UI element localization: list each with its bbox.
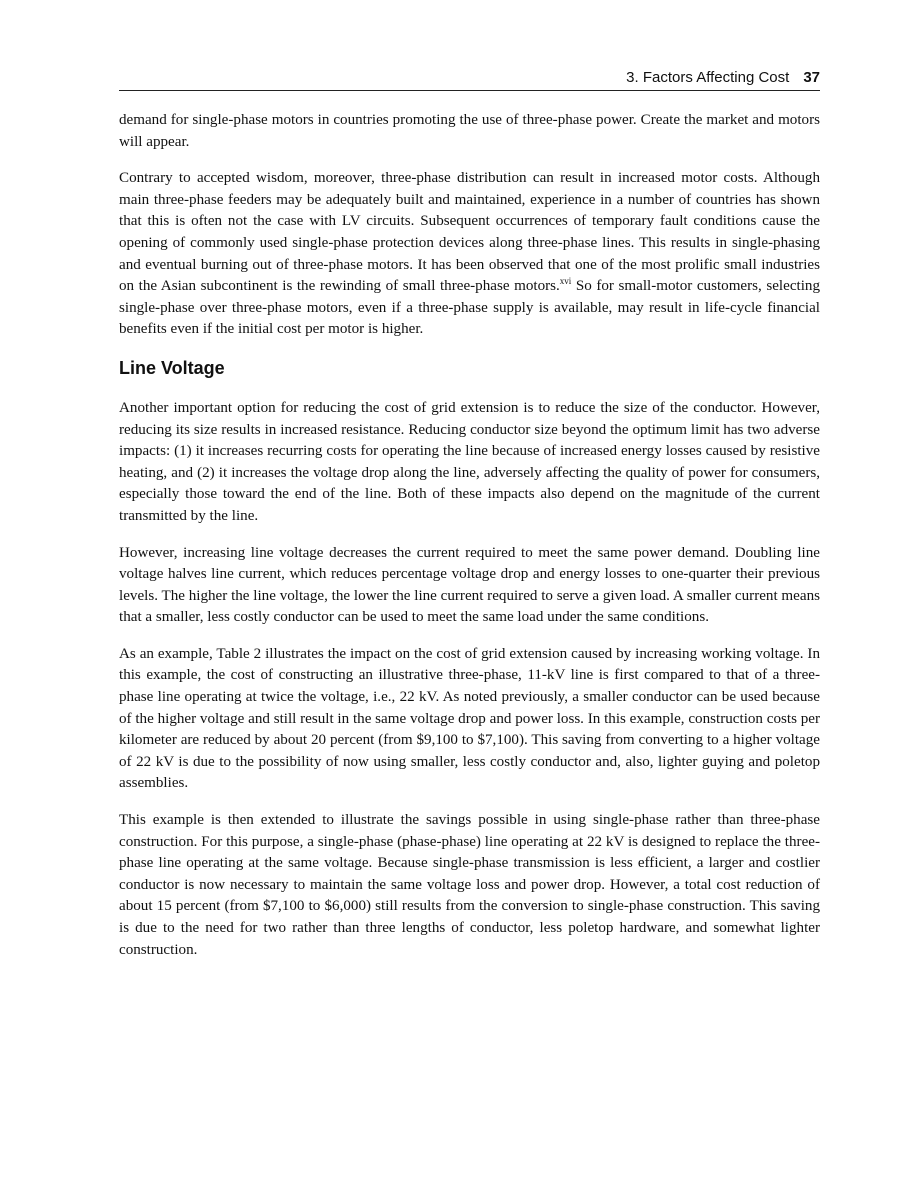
paragraph-motor-costs-part2: So for small-motor customers, selecting single-phase over three-phase motors, even if a three-phase supply is available, may result in life-cycle financial benefits even if the initial cost per motor is higher.	[119, 278, 821, 338]
paragraph-example: As an example, Table 2 illustrates the impact on the cost of grid extension caused by increasing working voltage. In this example, the cost of constructing an illustrative three-phase, 11-kV line is first compared to that of a three-phase line operating at twice the voltage, i.e., 22 kV. As noted previously, a smaller conductor can be used because of the higher voltage and still result in the same voltage drop and power loss. In this example, construction costs per kilometer are reduced by about 20 percent (from $9,100 to $7,100). This saving from converting to a higher voltage of 22 kV is due to the possibility of now using smaller, less costly conductor and, also, lighter guying and poletop assemblies.	[119, 645, 820, 792]
paragraph-single-phase: This example is then extended to illustrate the savings possible in using single-phase rather than three-phase construction. For this purpose, a single-phase (phase-phase) line operating at 22 kV is designed to replace the three-phase line operating at the same voltage. Because single-phase transmission is less efficient, a larger and costlier conductor is now necessary to maintain the same voltage loss and power drop. However, a total cost reduction of about 15 percent (from $7,100 to $6,000) still results from the conversion to single-phase construction. This saving is due to the need for two rather than three lengths of conductor, less poletop hardware, and somewhat lighter construction.	[119, 812, 820, 958]
paragraph-motor-costs-part1: Contrary to accepted wisdom, moreover, three-phase distribution can result in increased motor costs. Although main three-phase feeders may be adequately built and maintained, experience in a number of countries has shown that this is often not the case with LV circuits. Subsequent occurrences of temporary fault conditions cause the opening of commonly used single-phase protection devices along three-phase lines. This results in single-phasing and eventual burning out of three-phase motors. It has been observed that one of the most prolific small industries on the Asian subcontinent is the rewinding of small three-phase motors.	[119, 170, 820, 295]
paragraph-motor-costs	[119, 168, 820, 341]
header-section-title: 3. Factors Affecting Cost	[626, 69, 790, 86]
document-body	[119, 110, 820, 976]
paragraph-conductor-size: Another important option for reducing the cost of grid extension is to reduce the size of the conductor. However, reducing its size results in increased resistance. Reducing conductor size beyond the optimum limit has two adverse impacts: (1) it increases recurring costs for operating the line because of increased energy losses caused by resistive heating, and (2) it increases the voltage drop along the line, adversely affecting the quality of power for consumers, especially those toward the end of the line. Both of these impacts also depend on the magnitude of the current transmitted by the line.	[119, 399, 820, 524]
running-header	[119, 68, 820, 91]
section-heading: Line Voltage	[119, 357, 225, 378]
paragraph-continuation: demand for single-phase motors in countries promoting the use of three-phase power. Create the market and motors will appear.	[119, 112, 820, 150]
paragraph-line-voltage: However, increasing line voltage decreases the current required to meet the same power demand. Doubling line voltage halves line current, which reduces percentage voltage drop and energy losses to one-quarter their previous levels. The higher the line voltage, the lower the line current required to serve a given load. A smaller current means that a smaller, less costly conductor can be used to meet the same load under the same conditions.	[119, 544, 820, 626]
page-number: 37	[803, 69, 820, 86]
footnote-reference: xvi	[559, 276, 572, 287]
